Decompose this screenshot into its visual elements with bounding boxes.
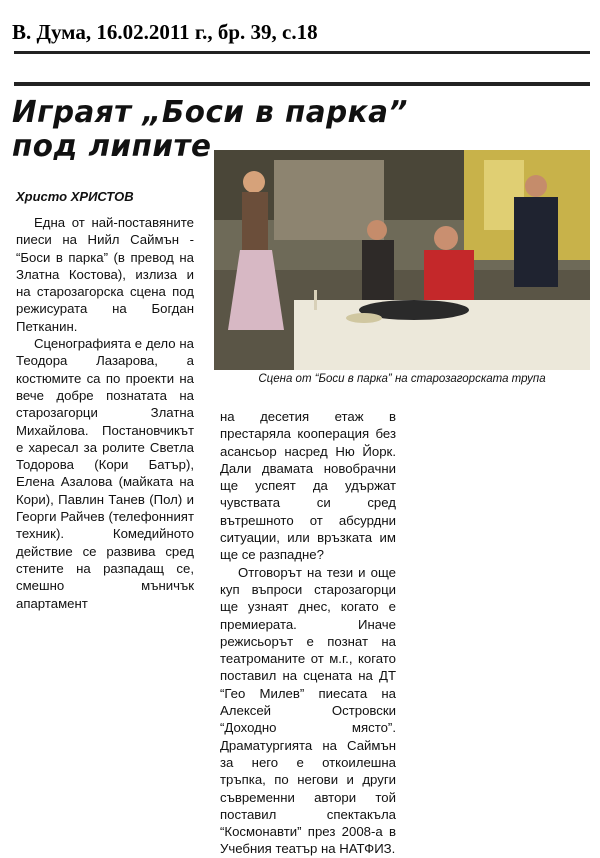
article-headline: Играят „Боси в парка” под липите: [12, 95, 408, 164]
theatre-scene-photo: [214, 150, 590, 370]
photo-caption: Сцена от “Боси в парка” на старозагорската трупа: [258, 373, 546, 385]
publication-source: В. Дума, 16.02.2011 г., бр. 39, с.18: [12, 20, 318, 44]
photo-illustration: [214, 150, 590, 370]
top-divider: [14, 51, 590, 54]
article-top-rule: [14, 82, 590, 86]
article-column-1: [16, 214, 194, 612]
paragraph: Една от най-поставяните пиеси на Нийл Саймън - “Боси в парка” (в превод на Златна Костова), излиза и на старозагорска сцена под режисурата на Богдан Петканин.: [16, 215, 194, 334]
byline: Христо ХРИСТОВ: [16, 189, 134, 204]
article-column-2: [220, 408, 396, 858]
paragraph: Отговорът на тези и още куп въпроси старозагорци ще узнаят днес, когато е премиерата. Иначе режисьорът е познат на театроманите от м.г., когато поставил на сцената на ДТ “Гео Милев” пиесата на Алексей Островски “Доходно място”. Драматургията на Саймън за него е откоилешна тръпка, по негови и други съвременни автори той поставил спектакъла “Космонавти” през 2008-а в Учебния театър на НАТФИЗ.: [220, 564, 396, 857]
paragraph: на десетия етаж в престаряла кооперация без асансьор насред Ню Йорк. Дали двамата новобрачни ще успеят да удържат чувствата си сред вътрешното от абсурдни ситуации, или връзката им ще се разпадне?: [220, 409, 396, 563]
paragraph: Сценографията е дело на Теодора Лазарова, а костюмите са по проекти на вече добре познатата на старозагорци Златна Михайлова. Постановчикът е харесал за ролите Светла Тодорова (Кори Батър), Елена Азалова (майката на Кори), Павлин Танев (Пол) и Георги Райчев (телефонният техник). Комедийното действие се развива сред стените на разпадащ се, смешно мъничък апартамент: [16, 336, 194, 611]
